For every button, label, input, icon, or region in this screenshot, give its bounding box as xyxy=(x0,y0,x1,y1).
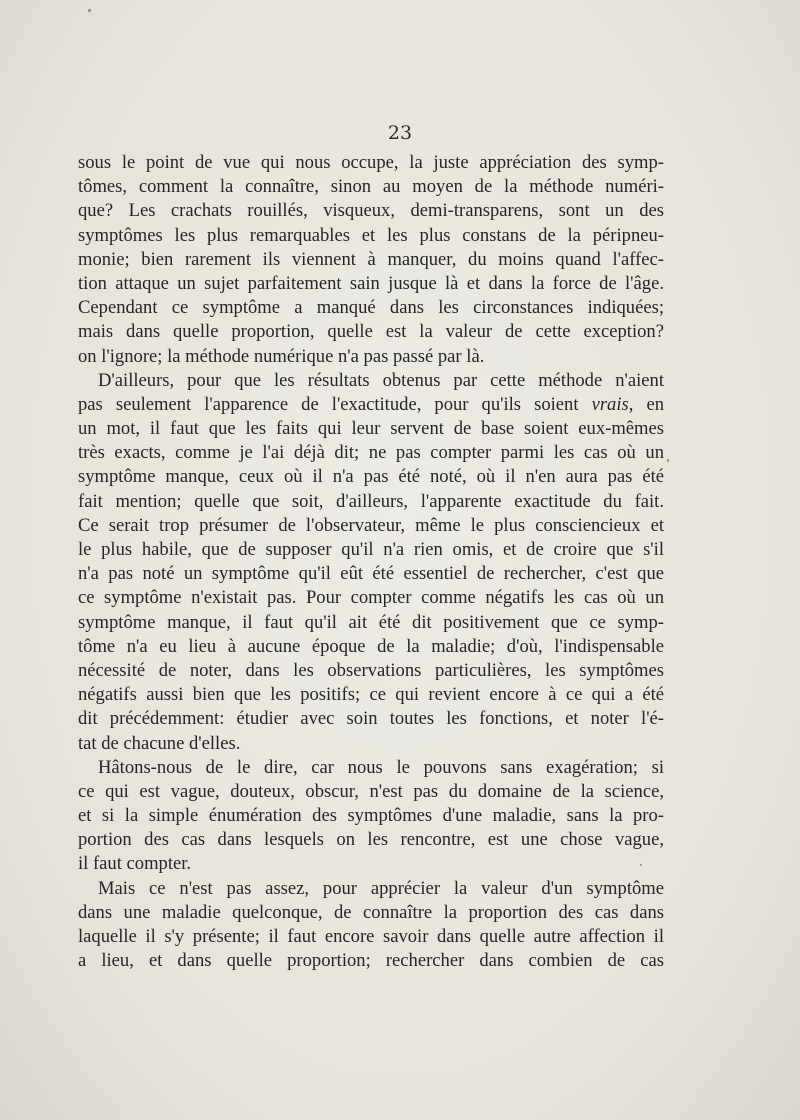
text-line: Cependant ce symptôme a manqué dans les circonstances indiquées; xyxy=(78,297,664,319)
text-line: monie; bien rarement ils viennent à manquer, du moins quand l'affec- xyxy=(78,248,664,270)
text-line: et si la simple énumération des symptômes d'une maladie, sans la pro- xyxy=(78,805,664,827)
text-line: que? Les crachats rouillés, visqueux, demi-transparens, sont un des xyxy=(78,200,664,222)
text-line: tat de chacune d'elles. xyxy=(78,732,241,754)
text-line: ce qui est vague, douteux, obscur, n'est pas du domaine de la science, xyxy=(78,780,664,802)
text-line: dans une maladie quelconque, de connaître la proportion des cas dans xyxy=(78,901,664,923)
text-line: symptôme manque, ceux où il n'a pas été noté, où il n'en aura pas été xyxy=(78,466,664,488)
text-line: Ce serait trop présumer de l'observateur, même le plus consciencieux et xyxy=(78,514,664,536)
text-line: négatifs aussi bien que les positifs; ce qui revient encore à ce qui a été xyxy=(78,684,664,706)
text-line: dit précédemment: étudier avec soin toutes les fonctions, et noter l'é- xyxy=(78,708,664,730)
text-line: ce symptôme n'existait pas. Pour compter comme négatifs les cas où un xyxy=(78,587,664,609)
text-line: il faut compter. xyxy=(78,853,192,875)
paragraph xyxy=(78,369,664,756)
text-line: nécessité de noter, dans les observations particulières, les symptômes xyxy=(78,659,664,681)
text-line: symptôme manque, il faut qu'il ait été dit positivement que ce symp- xyxy=(78,611,664,633)
text-line: très exacts, comme je l'ai déjà dit; ne pas compter parmi les cas où un xyxy=(78,442,664,464)
text-line: mais dans quelle proportion, quelle est la valeur de cette exception? xyxy=(78,321,664,343)
text-line: portion des cas dans lesquels on les rencontre, est une chose vague, xyxy=(78,829,664,851)
text-line: Mais ce n'est pas assez, pour apprécier la valeur d'un symptôme xyxy=(98,877,664,899)
text-line: n'a pas noté un symptôme qu'il eût été essentiel de rechercher, c'est que xyxy=(78,563,664,585)
paragraph xyxy=(78,756,664,877)
paragraph xyxy=(78,877,664,974)
text-line: D'ailleurs, pour que les résultats obtenus par cette méthode n'aient xyxy=(98,369,664,391)
text-line: a lieu, et dans quelle proportion; rechercher dans combien de cas xyxy=(78,950,664,972)
text-line: symptômes les plus remarquables et les plus constans de la péripneu- xyxy=(78,224,664,246)
text-line: le plus habile, que de supposer qu'il n'a rien omis, et de croire que s'il xyxy=(78,539,664,560)
text-line: tômes, comment la connaître, sinon au moyen de la méthode numéri- xyxy=(78,176,664,198)
text-line: on l'ignore; la méthode numérique n'a pas passé par là. xyxy=(78,345,485,367)
text-line: Hâtons-nous de le dire, car nous le pouvons sans exagération; si xyxy=(98,756,664,778)
text-line: sous le point de vue qui nous occupe, la juste appréciation des symp- xyxy=(78,152,664,173)
text-line: tôme n'a eu lieu à aucune époque de la maladie; d'où, l'indispensable xyxy=(78,635,664,657)
italic-word: vrais xyxy=(591,393,629,415)
text-line: tion attaque un sujet parfaitement sain jusque là et dans la force de l'âge. xyxy=(78,272,664,294)
paper-speck xyxy=(88,9,91,12)
text-line: laquelle il s'y présente; il faut encore savoir dans quelle autre affection il xyxy=(78,926,664,947)
text-line: pas seulement l'apparence de l'exactitude, pour qu'ils soient vrais, en xyxy=(78,393,664,415)
paragraph xyxy=(78,151,664,369)
text-line: fait mention; quelle que soit, d'ailleurs, l'apparente exactitude du fait. xyxy=(78,490,664,512)
paper-speck xyxy=(667,459,669,462)
page-number: 23 xyxy=(387,122,413,144)
body-text xyxy=(78,151,664,973)
text-line: un mot, il faut que les faits qui leur servent de base soient eux-mêmes xyxy=(78,418,664,440)
